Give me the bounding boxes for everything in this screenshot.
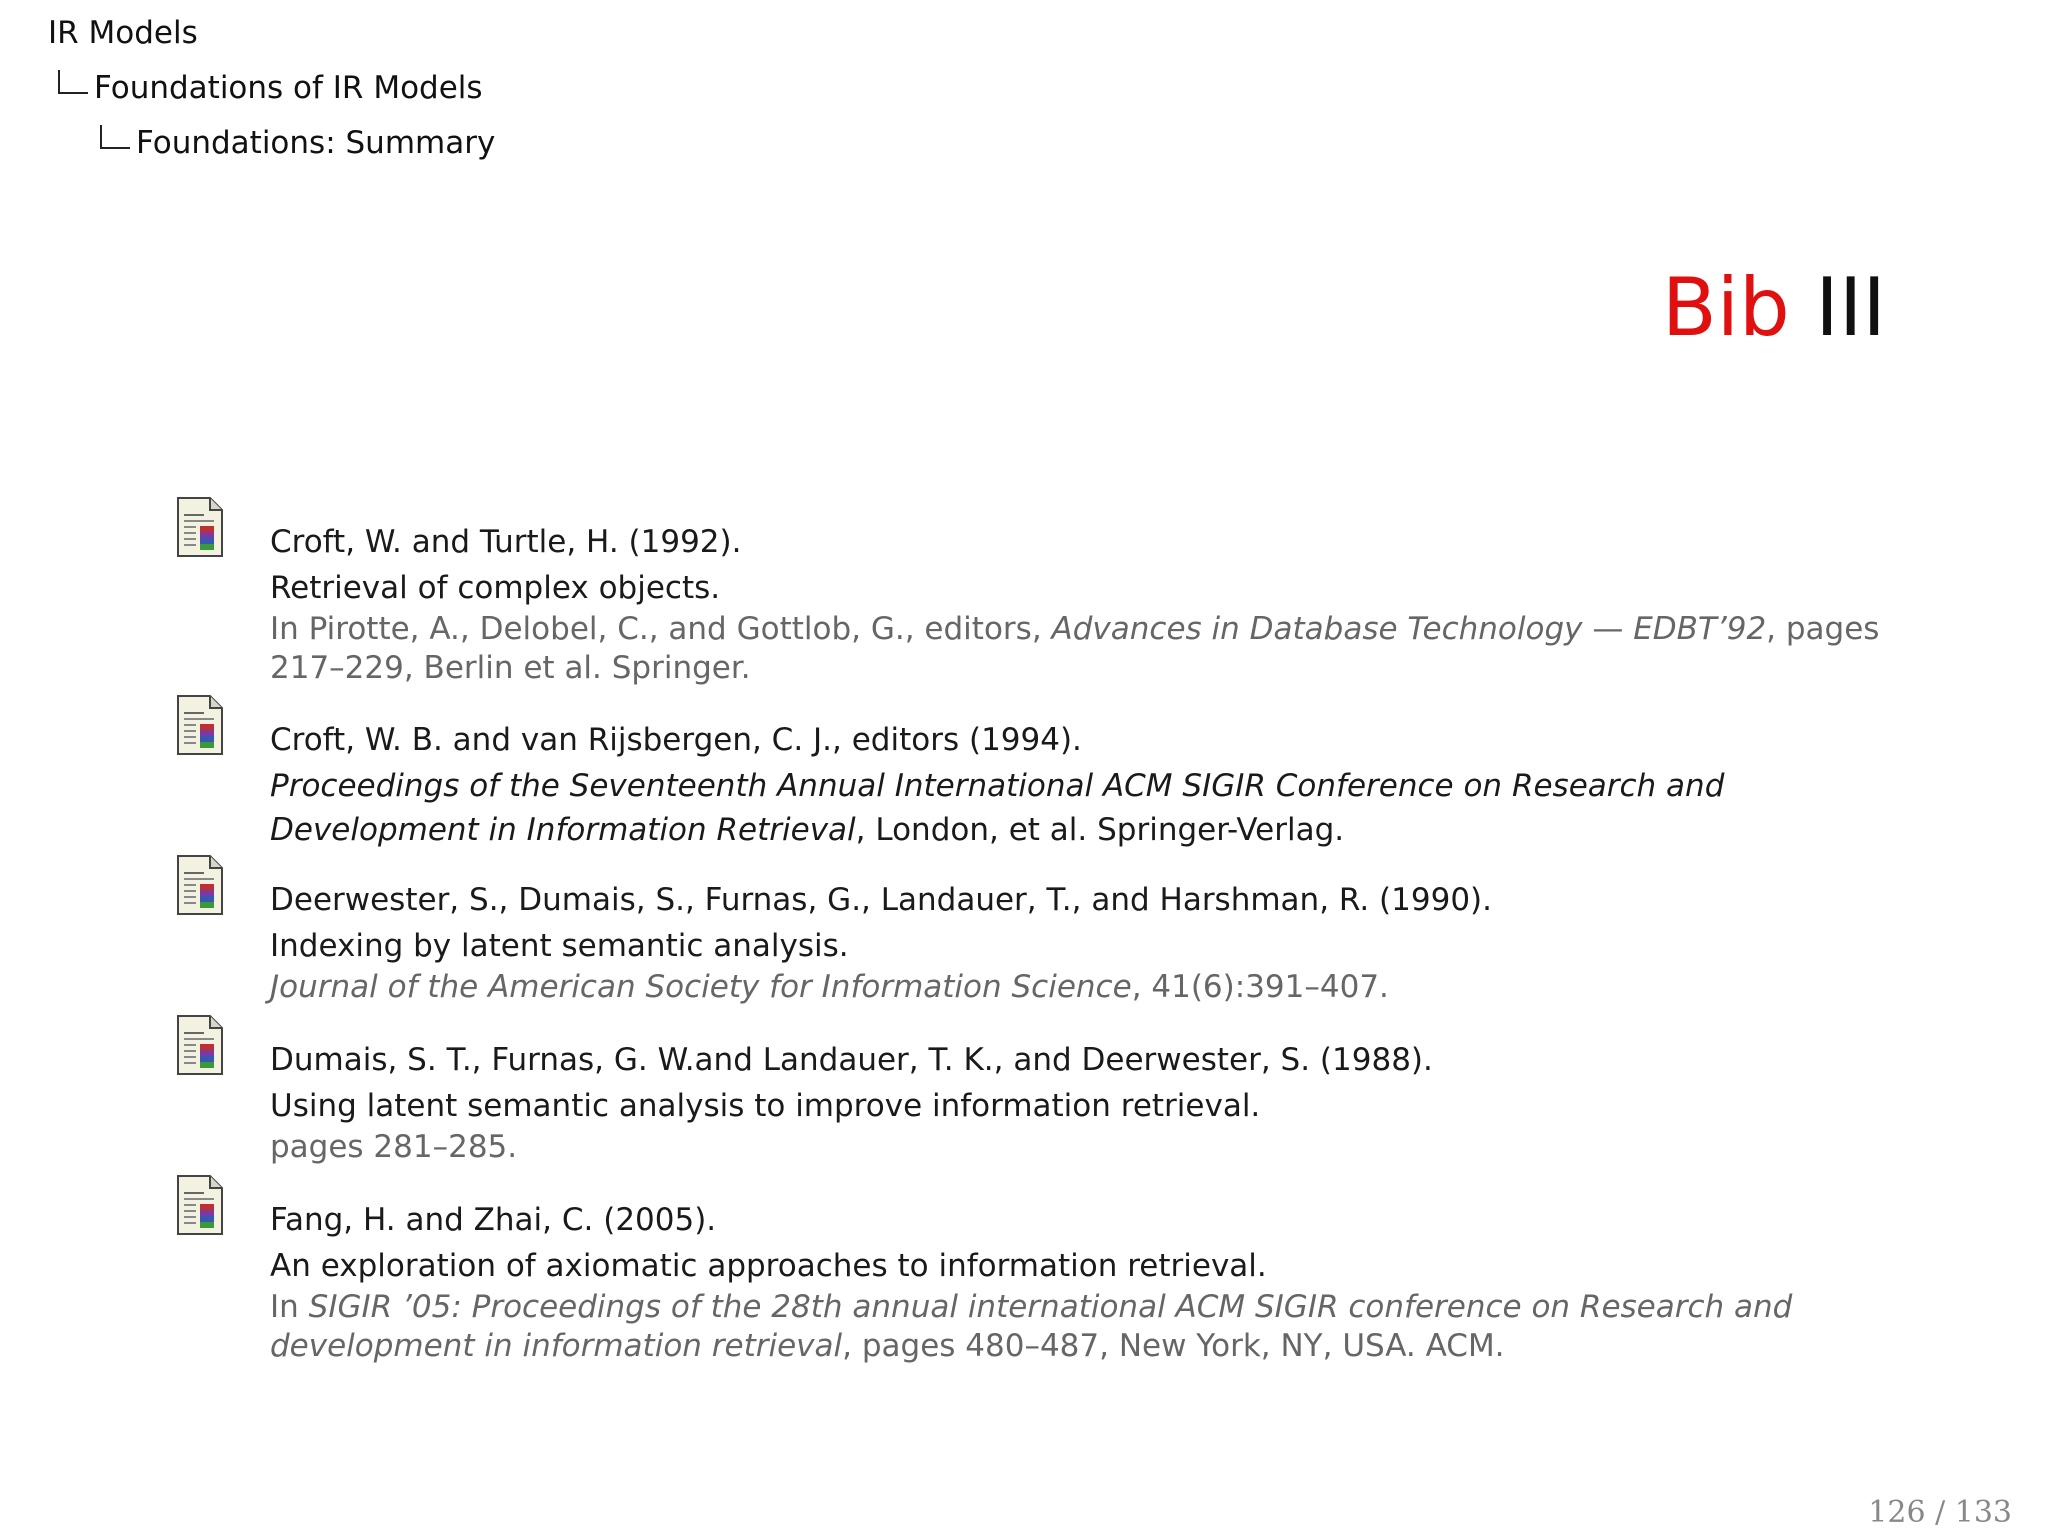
breadcrumb-level-1[interactable] — [48, 6, 495, 61]
reference-detail — [270, 1288, 1894, 1366]
article-icon[interactable] — [176, 854, 224, 916]
reference-detail-suffix: , pages 217–229, Berlin et al. Springer. — [270, 611, 1880, 686]
reference-venue: Journal of the American Society for Information Science — [270, 969, 1132, 1005]
reference-detail — [270, 610, 1894, 688]
slide-title — [1662, 258, 1886, 358]
breadcrumb-level-3[interactable] — [48, 116, 495, 171]
breadcrumb-level-2[interactable] — [48, 61, 495, 116]
reference-item — [174, 852, 1894, 1012]
reference-venue: SIGIR ’05: Proceedings of the 28th annual international ACM SIGIR conference on Research and development in information retrieval — [270, 1289, 1793, 1364]
reference-title: Retrieval of complex objects. — [270, 570, 721, 606]
reference-authors: Croft, W. B. and van Rijsbergen, C. J., editors (1994). — [270, 722, 1082, 758]
article-icon[interactable] — [176, 1174, 224, 1236]
reference-title — [270, 764, 1894, 852]
slide-title-accent: Bib — [1661, 261, 1790, 354]
reference-detail — [270, 968, 1894, 1007]
article-icon[interactable] — [176, 694, 224, 756]
reference-item — [174, 692, 1894, 852]
reference-title-suffix: , London, et al. Springer-Verlag. — [855, 812, 1345, 848]
article-icon[interactable] — [176, 496, 224, 558]
reference-authors: Deerwester, S., Dumais, S., Furnas, G., Landauer, T., and Harshman, R. (1990). — [270, 882, 1492, 918]
breadcrumb-level-1-label: IR Models — [48, 15, 198, 51]
reference-title: Indexing by latent semantic analysis. — [270, 928, 849, 964]
page-number: 126 / 133 — [1868, 1495, 2012, 1530]
reference-title: Using latent semantic analysis to improve information retrieval. — [270, 1088, 1261, 1124]
reference-detail-suffix: , 41(6):391–407. — [1131, 969, 1389, 1005]
reference-detail-suffix: , pages 480–487, New York, NY, USA. ACM. — [842, 1328, 1505, 1364]
article-icon[interactable] — [176, 1014, 224, 1076]
reference-authors: Dumais, S. T., Furnas, G. W.and Landauer, T. K., and Deerwester, S. (1988). — [270, 1042, 1433, 1078]
reference-title-italic: Proceedings of the Seventeenth Annual International ACM SIGIR Conference on Research and Development in Information Retrieval — [270, 768, 1725, 848]
reference-detail-prefix: In Pirotte, A., Delobel, C., and Gottlob, G., editors, — [270, 611, 1052, 647]
tree-connector-icon — [100, 125, 130, 149]
reference-list — [174, 494, 1894, 1362]
reference-detail-prefix: In — [270, 1289, 309, 1325]
reference-title: An exploration of axiomatic approaches to information retrieval. — [270, 1248, 1267, 1284]
reference-authors: Croft, W. and Turtle, H. (1992). — [270, 524, 742, 560]
tree-connector-icon — [58, 70, 88, 94]
reference-item — [174, 1012, 1894, 1172]
breadcrumb-level-3-label: Foundations: Summary — [136, 125, 496, 161]
reference-item — [174, 1172, 1894, 1362]
reference-authors: Fang, H. and Zhai, C. (2005). — [270, 1202, 717, 1238]
breadcrumb-level-2-label: Foundations of IR Models — [94, 70, 483, 106]
reference-venue: Advances in Database Technology — EDBT’92 — [1051, 611, 1767, 647]
reference-detail: pages 281–285. — [270, 1129, 518, 1165]
breadcrumb — [48, 6, 495, 171]
reference-item — [174, 494, 1894, 692]
slide-title-number: III — [1815, 261, 1886, 354]
